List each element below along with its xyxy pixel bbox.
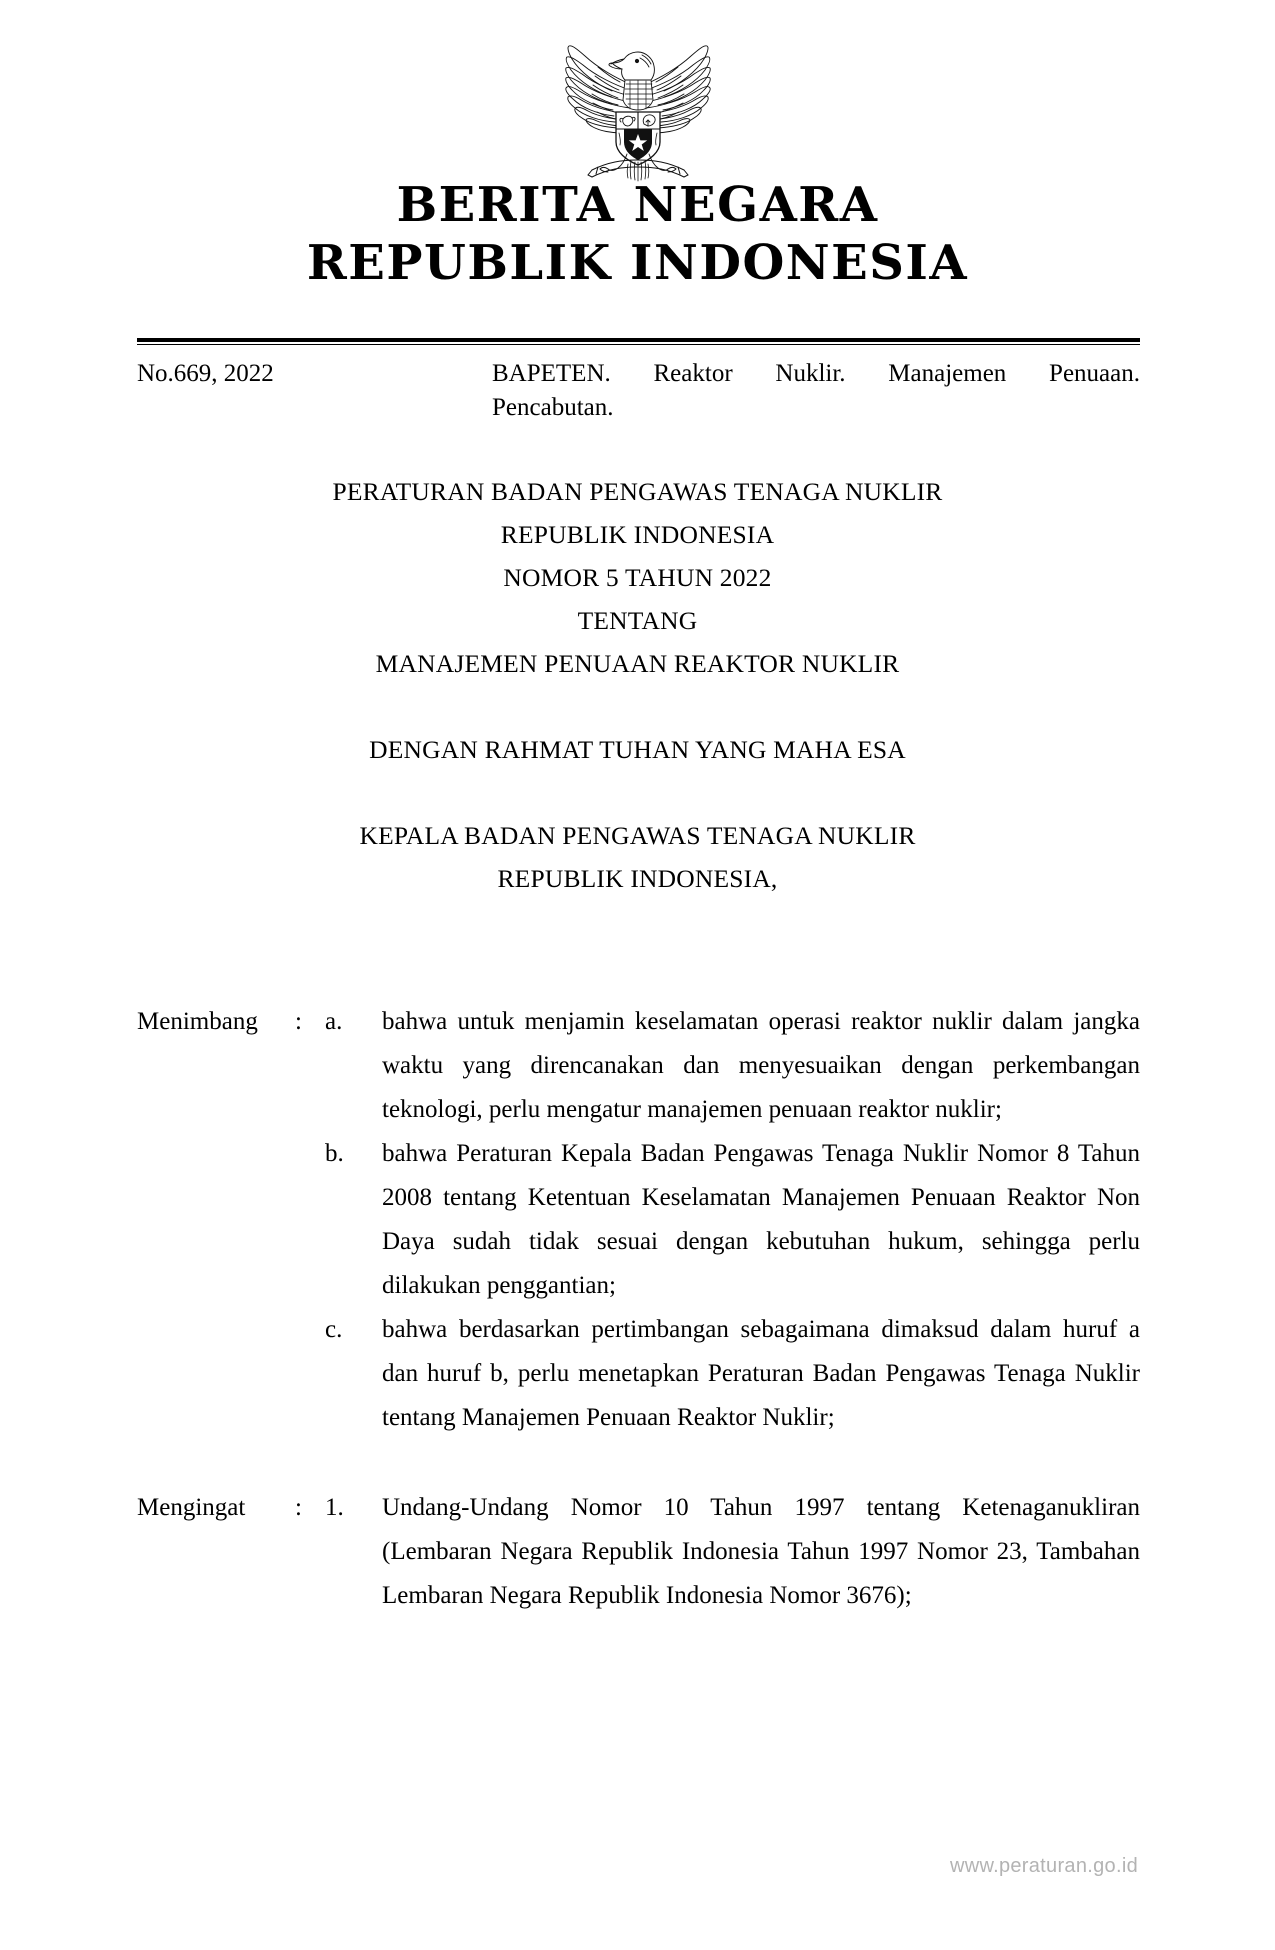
gazette-header-row: [137, 357, 1140, 425]
clause-label: Menimbang: [137, 1008, 258, 1035]
divider-thin-line: [137, 344, 1140, 345]
item-text: bahwa Peraturan Kepala Badan Pengawas Tenaga Nuklir Nomor 8 Tahun 2008 tentang Ketentuan Keselamatan Manajemen Penuaan Reaktor Non Daya sudah tidak sesuai dengan kebutuhan hukum, sehingga perlu dilakukan penggantian;: [382, 1140, 1140, 1299]
clause-item-list: [325, 1486, 1140, 1618]
clause-colon: :: [295, 1494, 302, 1521]
clause-mengingat: [137, 1486, 1140, 1618]
title-line-invocation: DENGAN RAHMAT TUHAN YANG MAHA ESA: [369, 735, 906, 764]
item-text: Undang-Undang Nomor 10 Tahun 1997 tentang Ketenaganukliran (Lembaran Negara Republik Indonesia Tahun 1997 Nomor 23, Tambahan Lembaran Negara Republik Indonesia Nomor 3676);: [382, 1494, 1140, 1609]
title-spacer-2: [0, 771, 1275, 814]
clause-item-list: [325, 1000, 1140, 1440]
masthead-line-1: BERITA NEGARA: [396, 177, 879, 233]
emblem-container: [0, 34, 1275, 182]
title-spacer-1: [0, 685, 1275, 728]
regulation-title-block: [0, 470, 1275, 900]
list-item: [325, 1132, 1140, 1308]
gazette-subject-keywords: [492, 357, 1140, 425]
title-line-subject: MANAJEMEN PENUAAN REAKTOR NUKLIR: [375, 649, 900, 678]
item-marker: c.: [325, 1316, 343, 1343]
subject-line-2: Pencabutan.: [492, 394, 614, 421]
list-item: [325, 1486, 1140, 1618]
title-line-republic: REPUBLIK INDONESIA: [500, 520, 775, 549]
gazette-issue-number: No.669, 2022: [137, 360, 274, 387]
item-marker: 1.: [325, 1494, 344, 1521]
clause-menimbang: [137, 1000, 1140, 1440]
masthead-line-2: REPUBLIK INDONESIA: [306, 235, 969, 291]
page-footer: [0, 1855, 1275, 1878]
item-text: bahwa untuk menjamin keselamatan operasi reaktor nuklir dalam jangka waktu yang direncanakan dan menyesuaikan dengan perkembangan teknologi, perlu mengatur manajemen penuaan reaktor nuklir;: [382, 1008, 1140, 1123]
title-line-authority: KEPALA BADAN PENGAWAS TENAGA NUKLIR: [359, 821, 916, 850]
list-item: [325, 1000, 1140, 1132]
header-divider: [137, 338, 1140, 345]
clause-colon: :: [295, 1008, 302, 1035]
list-item: [325, 1308, 1140, 1440]
subject-line-1: BAPETEN. Reaktor Nuklir. Manajemen Penuaan.: [492, 360, 1140, 387]
masthead: [0, 176, 1275, 292]
garuda-pancasila-emblem: [552, 34, 724, 182]
clause-sections: [137, 1000, 1140, 1618]
item-marker: b.: [325, 1140, 344, 1167]
item-marker: a.: [325, 1008, 343, 1035]
title-line-authority-republic: REPUBLIK INDONESIA,: [497, 864, 778, 893]
item-text: bahwa berdasarkan pertimbangan sebagaimana dimaksud dalam huruf a dan huruf b, perlu menetapkan Peraturan Badan Pengawas Tenaga Nuklir tentang Manajemen Penuaan Reaktor Nuklir;: [382, 1316, 1140, 1431]
title-line-number-year: NOMOR 5 TAHUN 2022: [503, 563, 772, 592]
clause-label: Mengingat: [137, 1494, 246, 1521]
source-watermark: www.peraturan.go.id: [949, 1855, 1138, 1877]
title-line-institution: PERATURAN BADAN PENGAWAS TENAGA NUKLIR: [332, 477, 943, 506]
title-line-tentang: TENTANG: [577, 606, 698, 635]
